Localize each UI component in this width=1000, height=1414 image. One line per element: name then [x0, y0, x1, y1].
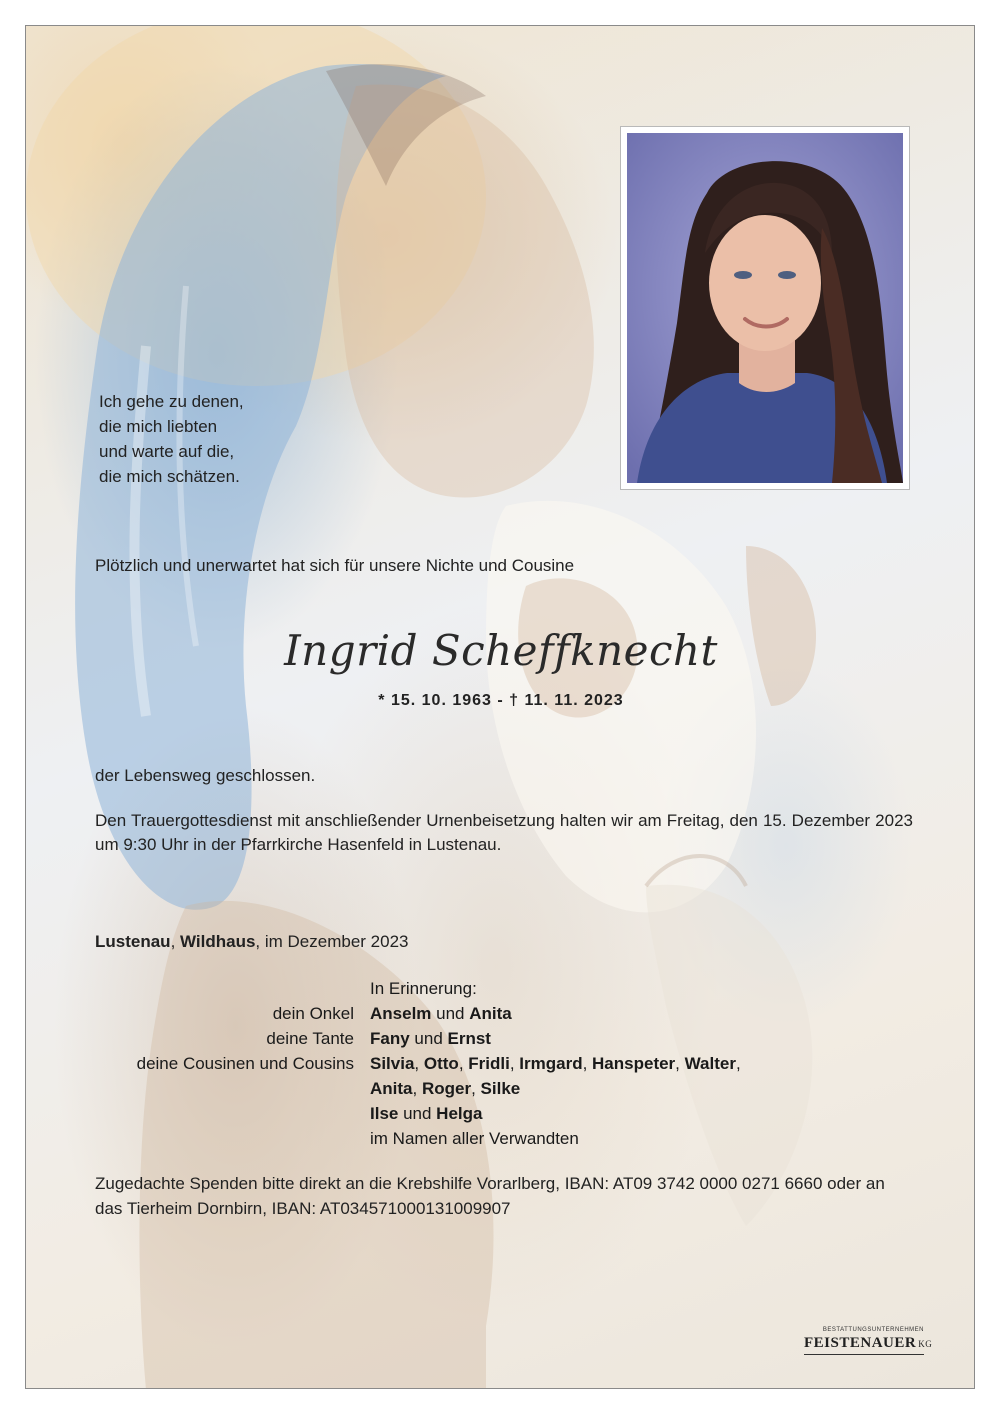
deceased-portrait-photo: [627, 133, 903, 483]
conjunction: und: [398, 1104, 437, 1123]
portrait-frame: [620, 126, 910, 490]
relation-label: dein Onkel: [272, 1004, 354, 1023]
mourner-row: [95, 1101, 741, 1126]
place-name: Lustenau: [95, 932, 171, 951]
mourner-name: Ernst: [447, 1029, 491, 1048]
mourner-names: [370, 1101, 482, 1126]
mourner-name: Fany: [370, 1029, 410, 1048]
mourners-footer-row: [95, 1126, 741, 1151]
date-text: , im Dezember 2023: [255, 932, 409, 951]
mourners-list: [95, 976, 741, 1151]
mourner-row: [95, 1026, 741, 1051]
conjunction: und: [409, 1029, 448, 1048]
quote: [99, 389, 244, 489]
service-announcement: Den Trauergottesdienst mit anschließender Urnenbeisetzung halten wir am Freitag, den 15. Dezember 2023 um 9:30 Uhr in der Pfarrkirche Hasenfeld in Lustenau.: [95, 811, 913, 854]
relation-label: deine Cousinen und Cousins: [136, 1054, 354, 1073]
conjunction: und: [431, 1004, 470, 1023]
logo-underline: [804, 1354, 924, 1355]
mourner-name: Otto: [423, 1054, 459, 1073]
mourner-names: [370, 1001, 512, 1026]
mourner-names: [370, 1026, 491, 1051]
mourner-name: Helga: [436, 1104, 483, 1123]
mourners-footer: im Namen aller Verwandten: [370, 1129, 579, 1148]
mourner-name: Roger: [421, 1079, 472, 1098]
life-dates: * 15. 10. 1963 - † 11. 11. 2023: [378, 692, 624, 709]
mourner-name: Irmgard: [519, 1054, 583, 1073]
mourner-row: [95, 1001, 741, 1026]
mourner-name: Silke: [480, 1079, 521, 1098]
obituary-card: [25, 25, 975, 1389]
mourner-name: Anita: [469, 1004, 512, 1023]
mourner-name: Anselm: [370, 1004, 432, 1023]
mourner-name: Ilse: [370, 1104, 399, 1123]
place-name: Wildhaus: [180, 932, 256, 951]
funeral-home-logo: [804, 1327, 933, 1361]
mourner-names: Silvia, Otto, Fridli, Irmgard, Hanspeter, Walter,: [370, 1054, 741, 1073]
mourner-names: Anita, Roger, Silke: [370, 1079, 521, 1098]
logo-tagline: BESTATTUNGSUNTERNEHMEN: [822, 1327, 924, 1333]
mourner-name: Walter: [684, 1054, 736, 1073]
mourner-row: [95, 1076, 741, 1101]
mourner-name: Hanspeter: [592, 1054, 676, 1073]
quote-line: die mich schätzen.: [99, 467, 240, 486]
mourner-name: Fridli: [468, 1054, 510, 1073]
mourners-header: In Erinnerung:: [370, 979, 477, 998]
logo-wordmark: [804, 1335, 932, 1352]
donation-text: Zugedachte Spenden bitte direkt an die Krebshilfe Vorarlberg, IBAN: AT09 3742 0000 0271 6660 oder an das Tierheim Dornbirn, IBAN: AT034571000131009907: [95, 1174, 885, 1218]
mourner-row: [95, 1051, 741, 1076]
mourner-name: Silvia: [370, 1054, 415, 1073]
intro-text: Plötzlich und unerwartet hat sich für unsere Nichte und Cousine: [95, 556, 575, 575]
place-date: [95, 930, 409, 954]
quote-line: Ich gehe zu denen,: [99, 392, 244, 411]
place-separator: ,: [170, 932, 181, 951]
logo-name: FEISTENAUER: [804, 1335, 917, 1351]
quote-line: die mich liebten: [99, 417, 218, 436]
deceased-name: Ingrid Scheffknecht: [284, 626, 718, 675]
lebensweg-text: der Lebensweg geschlossen.: [95, 766, 316, 785]
mourner-name: Anita: [370, 1079, 413, 1098]
relation-label: deine Tante: [266, 1029, 354, 1048]
logo-suffix: KG: [918, 1339, 933, 1349]
quote-line: und warte auf die,: [99, 442, 235, 461]
mourners-header-row: [95, 976, 741, 1001]
